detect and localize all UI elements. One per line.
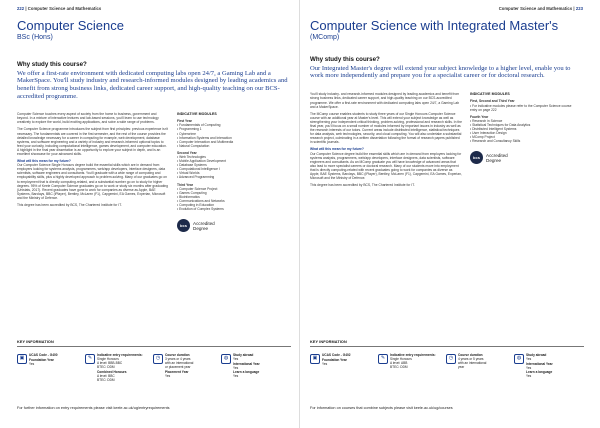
module-group-label: Fourth Year [470,114,489,119]
bcs-badge-label: Accredited Degree [193,220,215,231]
module-item: • Statistical Techniques for Data Analytics [470,122,531,127]
clock-icon: ◷ [446,354,456,364]
indicative-modules [470,92,578,190]
key-info-ucas: ▣ UCAS Code - G400 Foundation Year Yes [17,354,83,383]
key-information [17,340,291,383]
clock-icon: ◷ [153,354,163,364]
modules-heading: INDICATIVE MODULES [177,112,217,117]
why-study-section [17,61,290,102]
module-item: • Cybercrime [177,131,196,136]
why-text: Our Integrated Master's degree will extend your subject knowledge to a higher level, enable you to work more independently and prepare you for a specialist career or for doctoral research. [310,64,571,80]
key-info-abroad: ◍ Study abroad Yes International Year Yes Learn a language Yes [221,354,287,383]
future-text: Our Computer Science degree build the essential skills which are in demand from employers looking for systems analysts, programmers, web/app developers, interface designers, data scientists, software engineers and consultants. As an MComp graduate you will have knowledge of advanced areas that also lead to more specialist careers or doctoral research. Many of our students move into employment that is directly computing-related with recent graduates going to work for companies as diverse as Apple, BAE Systems, Barclays, BBC (iPlayer), Bentley, McLaren (F1), Capgemini, EA Games, Experian, Microsoft and the Ministry of Defence. [310,151,462,181]
key-info-abroad: ◍ Study abroad Yes International Year Yes Learn a language Yes [514,354,580,379]
module-item: • Virtual Worlds [177,171,200,176]
module-item: • User Interaction Design [470,131,507,136]
ucas-icon: ▣ [17,354,27,364]
body-paragraph: You'll study industry- and research-informed modules designed by leading academics and benefit from strong business links, dedicated career support, and high-quality teaching on our BCS-accredited programme. We offer a first-rate environment with dedicated computing labs open 24/7, a Gaming Lab and a MakerSpace. [310,92,460,109]
course-title: Computer Science [17,18,124,33]
module-item: • Fundamentals of Computing [177,123,221,128]
entry-requirements-icon: ✎ [378,354,388,364]
bcs-accreditation-badge [177,219,285,232]
key-information [310,340,584,379]
running-head: 222 | Computer Science and Mathematics [17,6,102,11]
key-info-duration: ◷ Course duration 3 years or 4 years with an international or placement year Placement Year Yes [153,354,219,383]
future-heading: What will this mean for my future? [17,159,71,164]
module-item: • Distributed Intelligent Systems [470,126,517,131]
key-info-heading: KEY INFORMATION [17,340,291,347]
body-paragraph: Computer Science touches every aspect of society from the home to business, government and beyond. In a mixture of interactive lectures and lab-based sessions, you'll learn to use technology creatively to explore the world, build exciting applications, and solve a wide range of problems. [17,112,159,125]
accreditation-note: This degree has been accredited by BCS, The Chartered Institute for IT. [310,183,415,188]
globe-icon: ◍ [514,354,524,364]
body-paragraph: The Computer Science programme introduces the subject from first principles: previous experience isn't necessary. The fundamentals are covered in the first semester, and the rest of the course provides the detailed knowledge necessary for a career in computing for example, web development, database systems, and software engineering and a variety of industry and research-informed optional topics to feed your curiosity, including computational intelligence, games development, and computer education. A highlight in the final year dissertation is an opportunity to explore your subject in depth, and is an excellent showcase for your advanced skills. [17,127,169,156]
module-item: • Research in Science [470,118,503,123]
course-title: Computer Science with Integrated Master's [310,18,559,33]
key-info-entry: ✎ Indicative entry requirements: Single Honours A level: BBB-BBC BTEC: DDM Combined Honours A level: BBC BTEC: DDM [85,354,151,383]
running-head: Computer Science and Mathematics | 223 [498,6,583,11]
why-heading: Why study this course? [17,60,87,68]
page-footer: For further information on entry requirements please visit keele.ac.uk/ug/entryrequirements [17,406,170,410]
module-group-label: First, Second and Third Year [470,99,515,104]
bcs-badge-label: Accredited Degree [486,152,508,163]
module-item: • Natural Computation [177,143,210,148]
bcs-logo-icon: bcs [177,219,190,232]
key-info-duration: ◷ Course duration 4 years or 5 years with an international year [446,354,512,379]
entry-requirements-icon: ✎ [85,354,95,364]
future-heading: What will this mean for my future? [310,147,364,152]
key-info-heading: KEY INFORMATION [310,340,584,347]
module-item: • Research and Consultancy Skills [470,139,521,144]
module-item: • Computational Intelligence I [177,167,220,172]
module-group-label: First Year [177,119,192,124]
modules-heading: INDICATIVE MODULES [470,92,510,97]
module-item: • Web Technologies [177,154,206,159]
bcs-logo-icon: bcs [470,151,483,164]
course-award: (MComp) [310,33,340,41]
module-item: • Computing in Education [177,203,215,207]
module-group-label: Third Year [177,182,194,187]
course-description [310,92,462,190]
page-footer: For information on courses that combine subjects please visit keele.ac.uk/ug/courses [310,406,453,410]
module-group-label: Second Year [177,150,197,155]
module-item: • Computer Science Project [177,186,218,191]
accreditation-note: This degree has been accredited by BCS, The Chartered Institute for IT. [17,203,122,207]
key-info-ucas: ▣ UCAS Code - G402 Foundation Year Yes [310,354,376,379]
module-item: • Advanced Programming [177,175,215,180]
module-item: • For indicative modules please refer to the Computer Science course entry on page 222 [470,103,572,112]
future-text: Our Computer Science Single Honours degree build the essential skills which are in demand from employers looking for systems analysts, programmers, web/app developers, interface designers, data scientists, software engineers and consultants. You'll graduate with a wide range of computing and employability skills, plus a highly developed approach to problem-solving. Many of our graduates go on to employment that is directly computing-related, and a substantial number go on to study for higher degrees. 95% of Keele Computer Science graduates go on to work or study six months after graduating (Unistats, 2017). Recent graduates have gone to work for companies as diverse as Apple, BAE Systems, Barclays, BBC (iPlayer), Bentley, McLaren (F1), Capgemini, EA Games, Experian, Microsoft and the Ministry of Defence. [17,163,169,200]
right-page [300,0,600,428]
module-item: • Computer Interaction and Multimedia [177,139,234,144]
why-study-section [310,56,583,81]
why-heading: Why study this course? [310,55,380,63]
module-item: • MComp Project [470,135,495,140]
indicative-modules [177,112,285,232]
module-item: • Mobile Application Development [177,159,226,164]
module-item: • Evolution of Complex Systems [177,207,224,212]
module-item: • Games Computing [177,190,207,195]
ucas-icon: ▣ [310,354,320,364]
module-item: • Database Systems [177,163,207,168]
course-award: BSc (Hons) [17,33,53,41]
module-item: • Bioinformatics [177,194,200,199]
module-item: • Information Systems and Interaction [177,135,232,140]
body-paragraph: The MComp course enables students to study three years of our Single Honours Computer Science course with an additional year at Master's level. This will extend your subject knowledge as well as strengthening your independent critical thinking, problem-solving, professional and research skills. In the final year, you'll focus on a small number of modules informed by important issues in industry as well as the research interests of our tutors. Current areas include distributed intelligence, statistical techniques for data analysis, web technologies, security, and cloud computing. You will also undertake a substantial research project, culminating in a written dissertation following the format of research papers published in scientific journals. [310,111,462,145]
bcs-accreditation-badge [470,151,578,164]
why-text: We offer a first-rate environment with dedicated computing labs open 24/7, a Gaming Lab and a MakerSpace. You'll study industry and research-informed modules designed by leading academics and benefit from strong business links, dedicated career support, and high-quality teaching on our BCS-accredited programme. [17,69,288,101]
module-item: • Communications and Networks [177,198,225,203]
module-item: • Programming 1 [177,127,202,132]
course-description [17,112,169,232]
globe-icon: ◍ [221,354,231,364]
key-info-entry: ✎ Indicative entry requirements: Single Honours A level: ABB BTEC: DDM [378,354,444,379]
